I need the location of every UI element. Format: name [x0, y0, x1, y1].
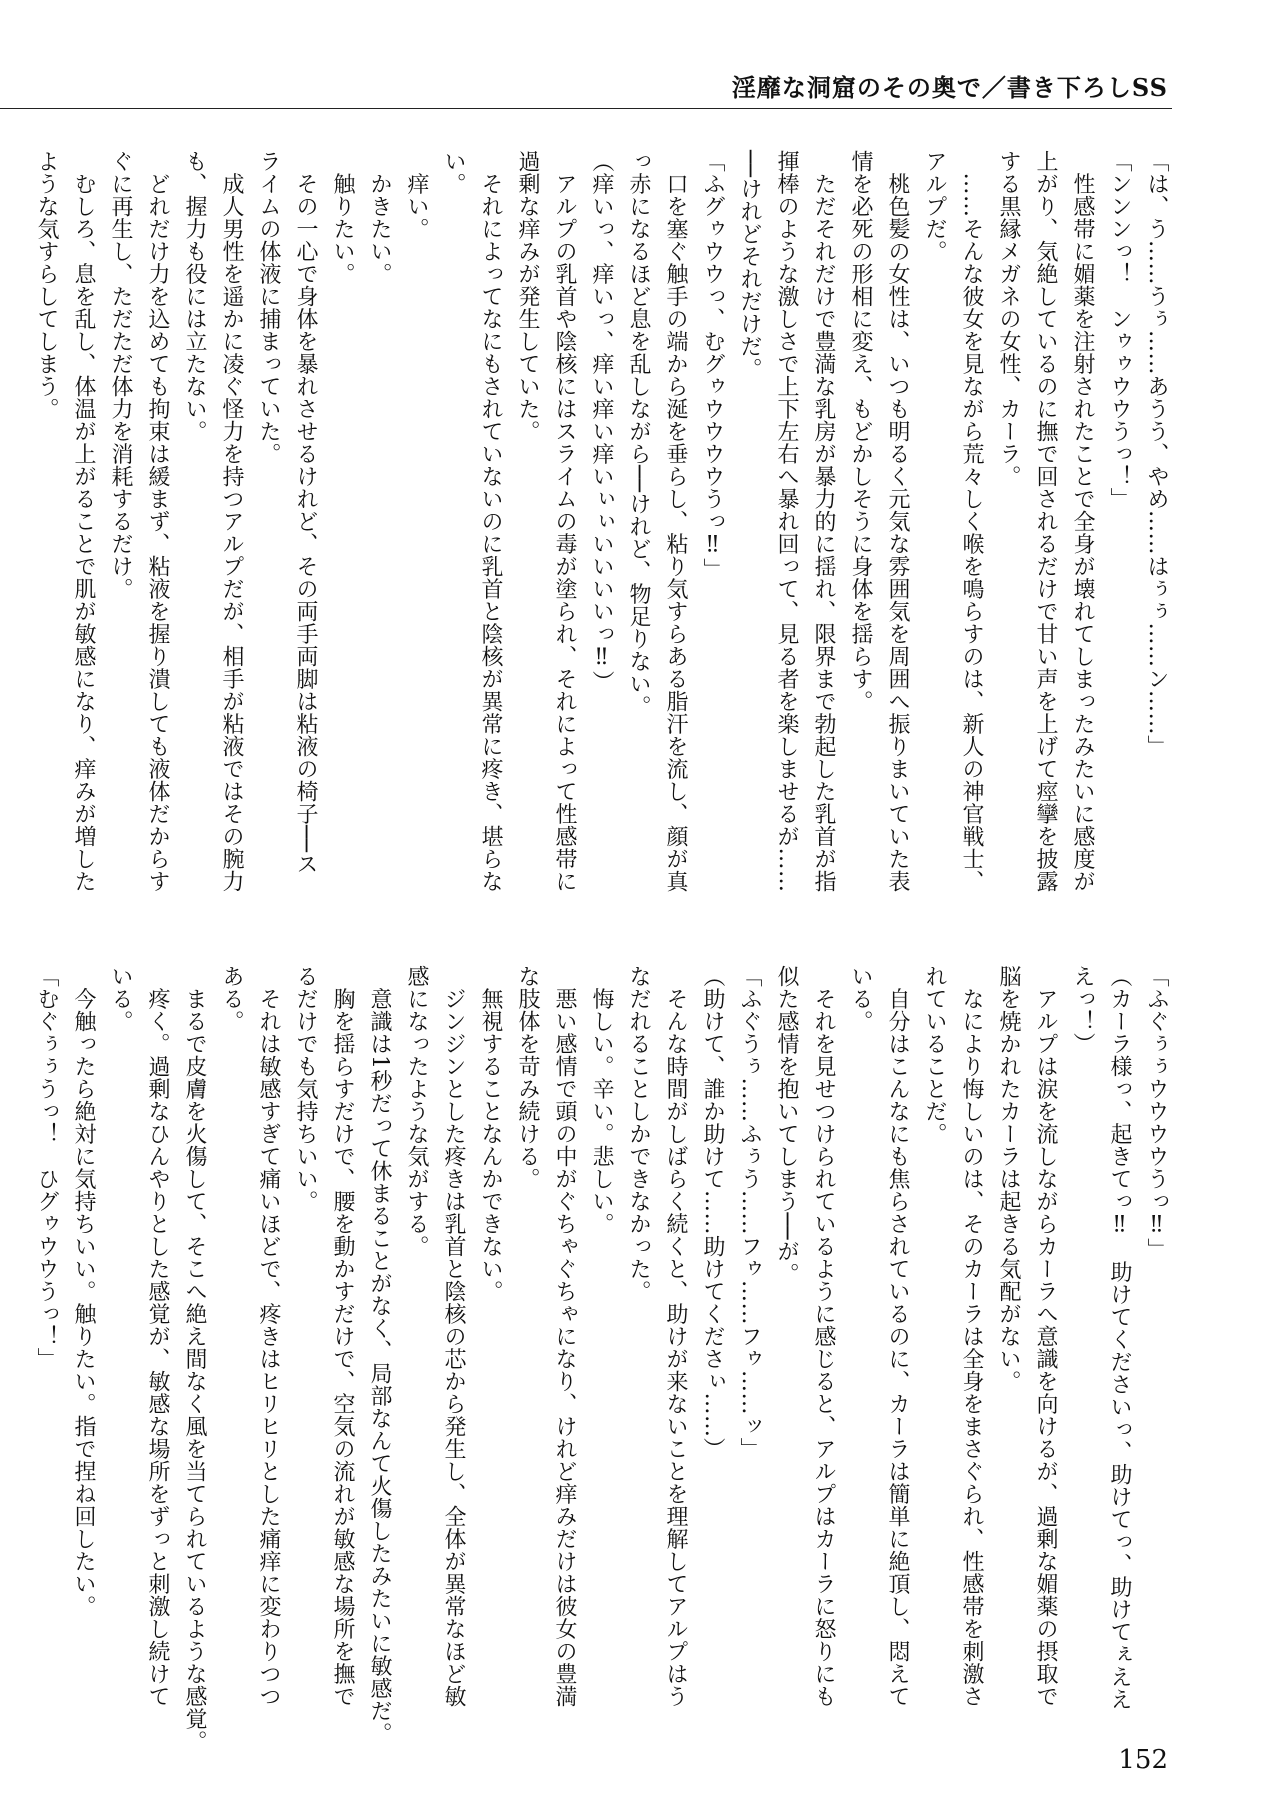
- text-line: 過剰な痒みが発生していた。: [515, 150, 540, 443]
- text-line: そんな時間がしばらく続くと、助けが来ないことを理解してアルプはう: [663, 965, 688, 1708]
- text-line: それによってなにもされていないのに乳首と陰核が異常に疼き、堪らな: [478, 150, 503, 893]
- text-line: （痒いっ、痒いっ、痒い痒い痒いぃぃいいいいっ‼）: [589, 150, 614, 693]
- text-line: 今触ったら絶対に気持ちいい。触りたい。指で捏ね回したい。: [71, 965, 96, 1618]
- text-line: 「は、う……うぅ……あうう、やめ……はぅぅ……ン……」: [1144, 150, 1169, 758]
- text-line: 悪い感情で頭の中がぐちゃぐちゃになり、けれど痒みだけは彼女の豊満: [552, 965, 577, 1708]
- text-line: ──けれどそれだけだ。: [737, 150, 762, 380]
- text-line: 「むぐぅぅうっ！ ひグゥウウうっ！」: [34, 965, 59, 1370]
- text-line: （カーラ様っ、起きてっ‼ 助けてくださいっ、助けてっ、助けてぇええ: [1107, 965, 1132, 1711]
- header-divider: [0, 108, 1172, 109]
- text-line: 触りたい。: [330, 150, 355, 285]
- text-line: っ赤になるほど息を乱しながら──けれど、物足りない。: [626, 150, 651, 718]
- text-line: むしろ、息を乱し、体温が上がることで肌が敏感になり、痒みが増した: [71, 150, 96, 893]
- text-line: なだれることしかできなかった。: [626, 965, 651, 1303]
- text-line: 口を塞ぐ触手の端から涎を垂らし、粘り気すらある脂汗を流し、顔が真: [663, 150, 688, 893]
- text-line: それは敏感すぎて痛いほどで、疼きはヒリヒリとした痛痒に変わりつつ: [256, 965, 281, 1708]
- text-line: アルプの乳首や陰核にはスライムの毒が塗られ、それによって性感帯に: [552, 150, 577, 893]
- text-line: るだけでも気持ちいい。: [293, 965, 318, 1213]
- text-line: ……そんな彼女を見ながら荒々しく喉を鳴らすのは、新人の神官戦士、: [959, 150, 984, 893]
- text-line: どれだけ力を込めても拘束は緩まず、粘液を握り潰しても液体だからす: [145, 150, 170, 893]
- text-line: 性感帯に媚薬を注射されたことで全身が壊れてしまったみたいに感度が: [1070, 150, 1095, 893]
- text-line: 「ふぐうぅ……ふぅう……フゥ……フゥ……ッ」: [737, 965, 762, 1460]
- text-line: アルプは涙を流しながらカーラへ意識を向けるが、過剰な媚薬の摂取で: [1033, 965, 1058, 1708]
- text-line: ただそれだけで豊満な乳房が暴力的に揺れ、限界まで勃起した乳首が指: [811, 150, 836, 893]
- text-line: その一心で身体を暴れさせるけれど、その両手両脚は粘液の椅子──ス: [293, 150, 318, 875]
- text-line: 胸を揺らすだけで、腰を動かすだけで、空気の流れが敏感な場所を撫で: [330, 965, 355, 1708]
- text-line: 「ンンンっ！ ンゥゥウウうっ！」: [1107, 150, 1132, 510]
- text-line: 自分はこんなにも焦らされているのに、カーラは簡単に絶頂し、悶えて: [885, 965, 910, 1708]
- text-block-upper: [34, 150, 1175, 922]
- text-line: 意識は1秒だって休まることがなく、局部なんて火傷したみたいに敏感だ。: [367, 965, 392, 1745]
- text-line: 疼く。過剰なひんやりとした感覚が、敏感な場所をずっと刺激し続けて: [145, 965, 170, 1708]
- text-line: 情を必死の形相に変え、もどかしそうに身体を揺らす。: [848, 150, 873, 713]
- text-line: えっ！）: [1070, 965, 1095, 1055]
- text-line: 痒い。: [404, 150, 429, 240]
- text-line: なにより悔しいのは、そのカーラは全身をまさぐられ、性感帯を刺激さ: [959, 965, 984, 1708]
- text-line: 上がり、気絶しているのに撫で回されるだけで甘い声を上げて痙攣を披露: [1033, 150, 1058, 893]
- text-line: アルプだ。: [922, 150, 947, 263]
- running-header: 淫靡な洞窟のその奥で／書き下ろしSS: [731, 73, 1168, 102]
- text-line: ある。: [219, 965, 244, 1033]
- text-line: 「ふグゥウウっ、むグゥウウウウうっ‼」: [700, 150, 725, 581]
- text-line: ジンジンとした疼きは乳首と陰核の芯から発生し、全体が異常なほど敏: [441, 965, 466, 1708]
- page-number: 152: [1118, 1745, 1168, 1775]
- text-line: れていることだ。: [922, 965, 947, 1145]
- text-line: それを見せつけられているように感じると、アルプはカーラに怒りにも: [811, 965, 836, 1708]
- text-line: 感になったような気がする。: [404, 965, 429, 1258]
- text-line: 悔しい。辛い。悲しい。: [589, 965, 614, 1235]
- text-line: 「ふぐぅぅウウウウうっ‼」: [1144, 965, 1169, 1261]
- text-line: ぐに再生し、ただただ体力を消耗するだけ。: [108, 150, 133, 600]
- text-line: 成人男性を遥かに凌ぐ怪力を持つアルプだが、相手が粘液ではその腕力: [219, 150, 244, 893]
- text-line: いる。: [108, 965, 133, 1033]
- text-line: 似た感情を抱いてしまう──が。: [774, 965, 799, 1285]
- text-line: 桃色髪の女性は、いつも明るく元気な雰囲気を周囲へ振りまいていた表: [885, 150, 910, 893]
- text-line: 揮棒のような激しさで上下左右へ暴れ回って、見る者を楽しませるが……: [774, 150, 799, 893]
- text-line: いる。: [848, 965, 873, 1033]
- text-block-lower: [34, 965, 1175, 1753]
- text-line: ような気すらしてしまう。: [34, 150, 59, 420]
- text-line: まるで皮膚を火傷して、そこへ絶え間なく風を当てられているような感覚。: [182, 965, 207, 1753]
- text-line: 脳を焼かれたカーラは起きる気配がない。: [996, 965, 1021, 1393]
- text-line: ライムの体液に捕まっていた。: [256, 150, 281, 465]
- text-line: する黒縁メガネの女性、カーラ。: [996, 150, 1021, 488]
- text-line: い。: [441, 150, 466, 195]
- text-line: かきたい。: [367, 150, 392, 285]
- text-line: な肢体を苛み続ける。: [515, 965, 540, 1190]
- text-line: 無視することなんかできない。: [478, 965, 503, 1303]
- text-line: （助けて、誰か助けて……助けてくださぃ……）: [700, 965, 725, 1460]
- text-line: も、握力も役には立たない。: [182, 150, 207, 443]
